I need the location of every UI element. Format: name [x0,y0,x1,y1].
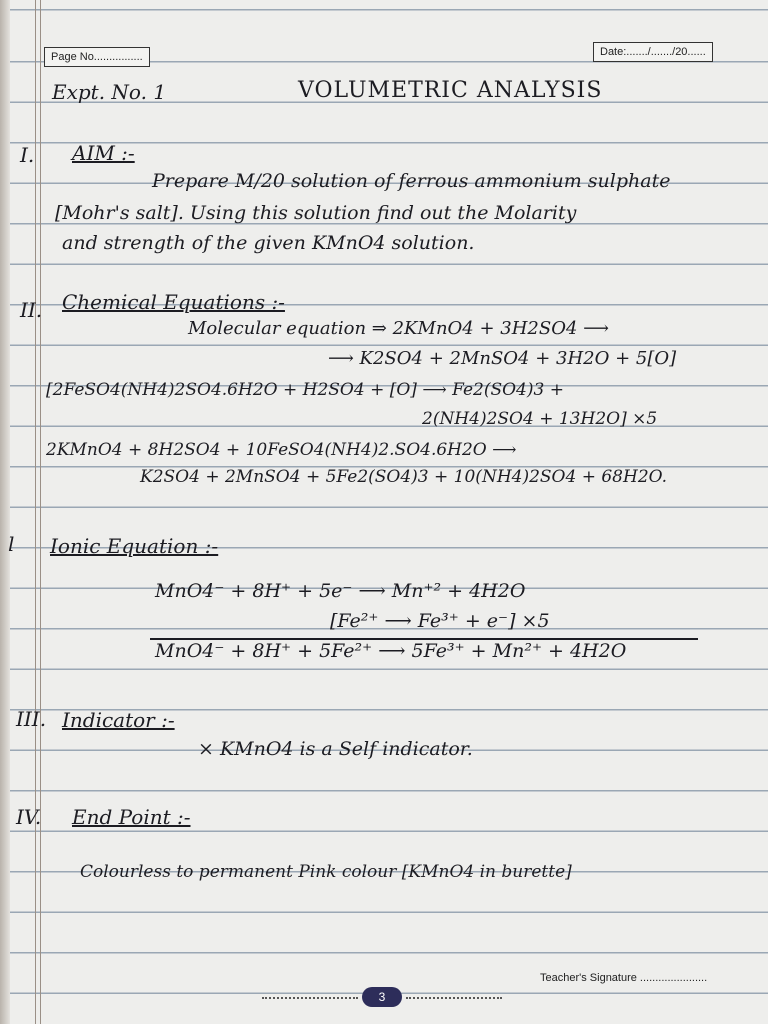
indicator-heading: Indicator :- [62,708,175,732]
molecular-equation-line: Molecular equation ⇒ 2KMnO4 + 3H2SO4 ⟶ [188,318,609,339]
section-num-chem: II. [20,298,43,322]
molecular-equation-line: ⟶ K2SO4 + 2MnSO4 + 3H2O + 5[O] [328,348,677,369]
page-edge-shadow [0,0,10,1024]
chem-heading: Chemical Equations :- [62,290,285,314]
mohrs-salt-equation: 2(NH4)2SO4 + 13H2O] ×5 [422,409,658,429]
page-number-box: Page No................ [44,47,150,67]
footer-dash-left [262,997,358,999]
ionic-equation-line: [Fe²⁺ ⟶ Fe³⁺ + e⁻] ×5 [330,610,550,632]
margin-line [35,0,36,1024]
endpoint-heading: End Point :- [72,805,191,829]
ionic-heading: Ionic Equation :- [50,534,219,558]
footer-dash-right [406,997,502,999]
page-title: VOLUMETRIC ANALYSIS [298,78,603,103]
section-num-aim: I. [20,143,35,167]
ionic-equation-line: MnO4⁻ + 8H⁺ + 5e⁻ ⟶ Mn⁺² + 4H2O [155,580,526,602]
mohrs-salt-equation: [2FeSO4(NH4)2SO4.6H2O + H2SO4 + [O] ⟶ Fe2(SO4)3 + [46,380,564,400]
indicator-text: × KMnO4 is a Self indicator. [198,738,473,760]
section-num-indicator: III. [16,707,47,731]
aim-line: Prepare M/20 solution of ferrous ammonium sulphate [152,170,671,192]
endpoint-text: Colourless to permanent Pink colour [KMnO4 in burette] [80,862,572,882]
date-box: Date:......./......./20...... [593,42,713,62]
aim-line: and strength of the given KMnO4 solution. [62,232,475,254]
margin-line [40,0,41,1024]
section-num-endpoint: IV. [16,805,42,829]
aim-heading: AIM :- [72,141,135,165]
aim-line: [Mohr's salt]. Using this solution find out the Molarity [55,202,577,224]
ionic-net-equation: MnO4⁻ + 8H⁺ + 5Fe²⁺ ⟶ 5Fe³⁺ + Mn²⁺ + 4H2O [155,640,627,662]
teacher-signature: Teacher's Signature ...................... [540,972,708,984]
page-number-badge: 3 [362,987,402,1007]
bullet-mark: l [8,532,15,556]
net-equation-line: 2KMnO4 + 8H2SO4 + 10FeSO4(NH4)2.SO4.6H2O ⟶ [46,440,517,460]
experiment-number: Expt. No. 1 [52,80,167,104]
net-equation-line: K2SO4 + 2MnSO4 + 5Fe2(SO4)3 + 10(NH4)2SO4 + 68H2O. [140,467,667,487]
